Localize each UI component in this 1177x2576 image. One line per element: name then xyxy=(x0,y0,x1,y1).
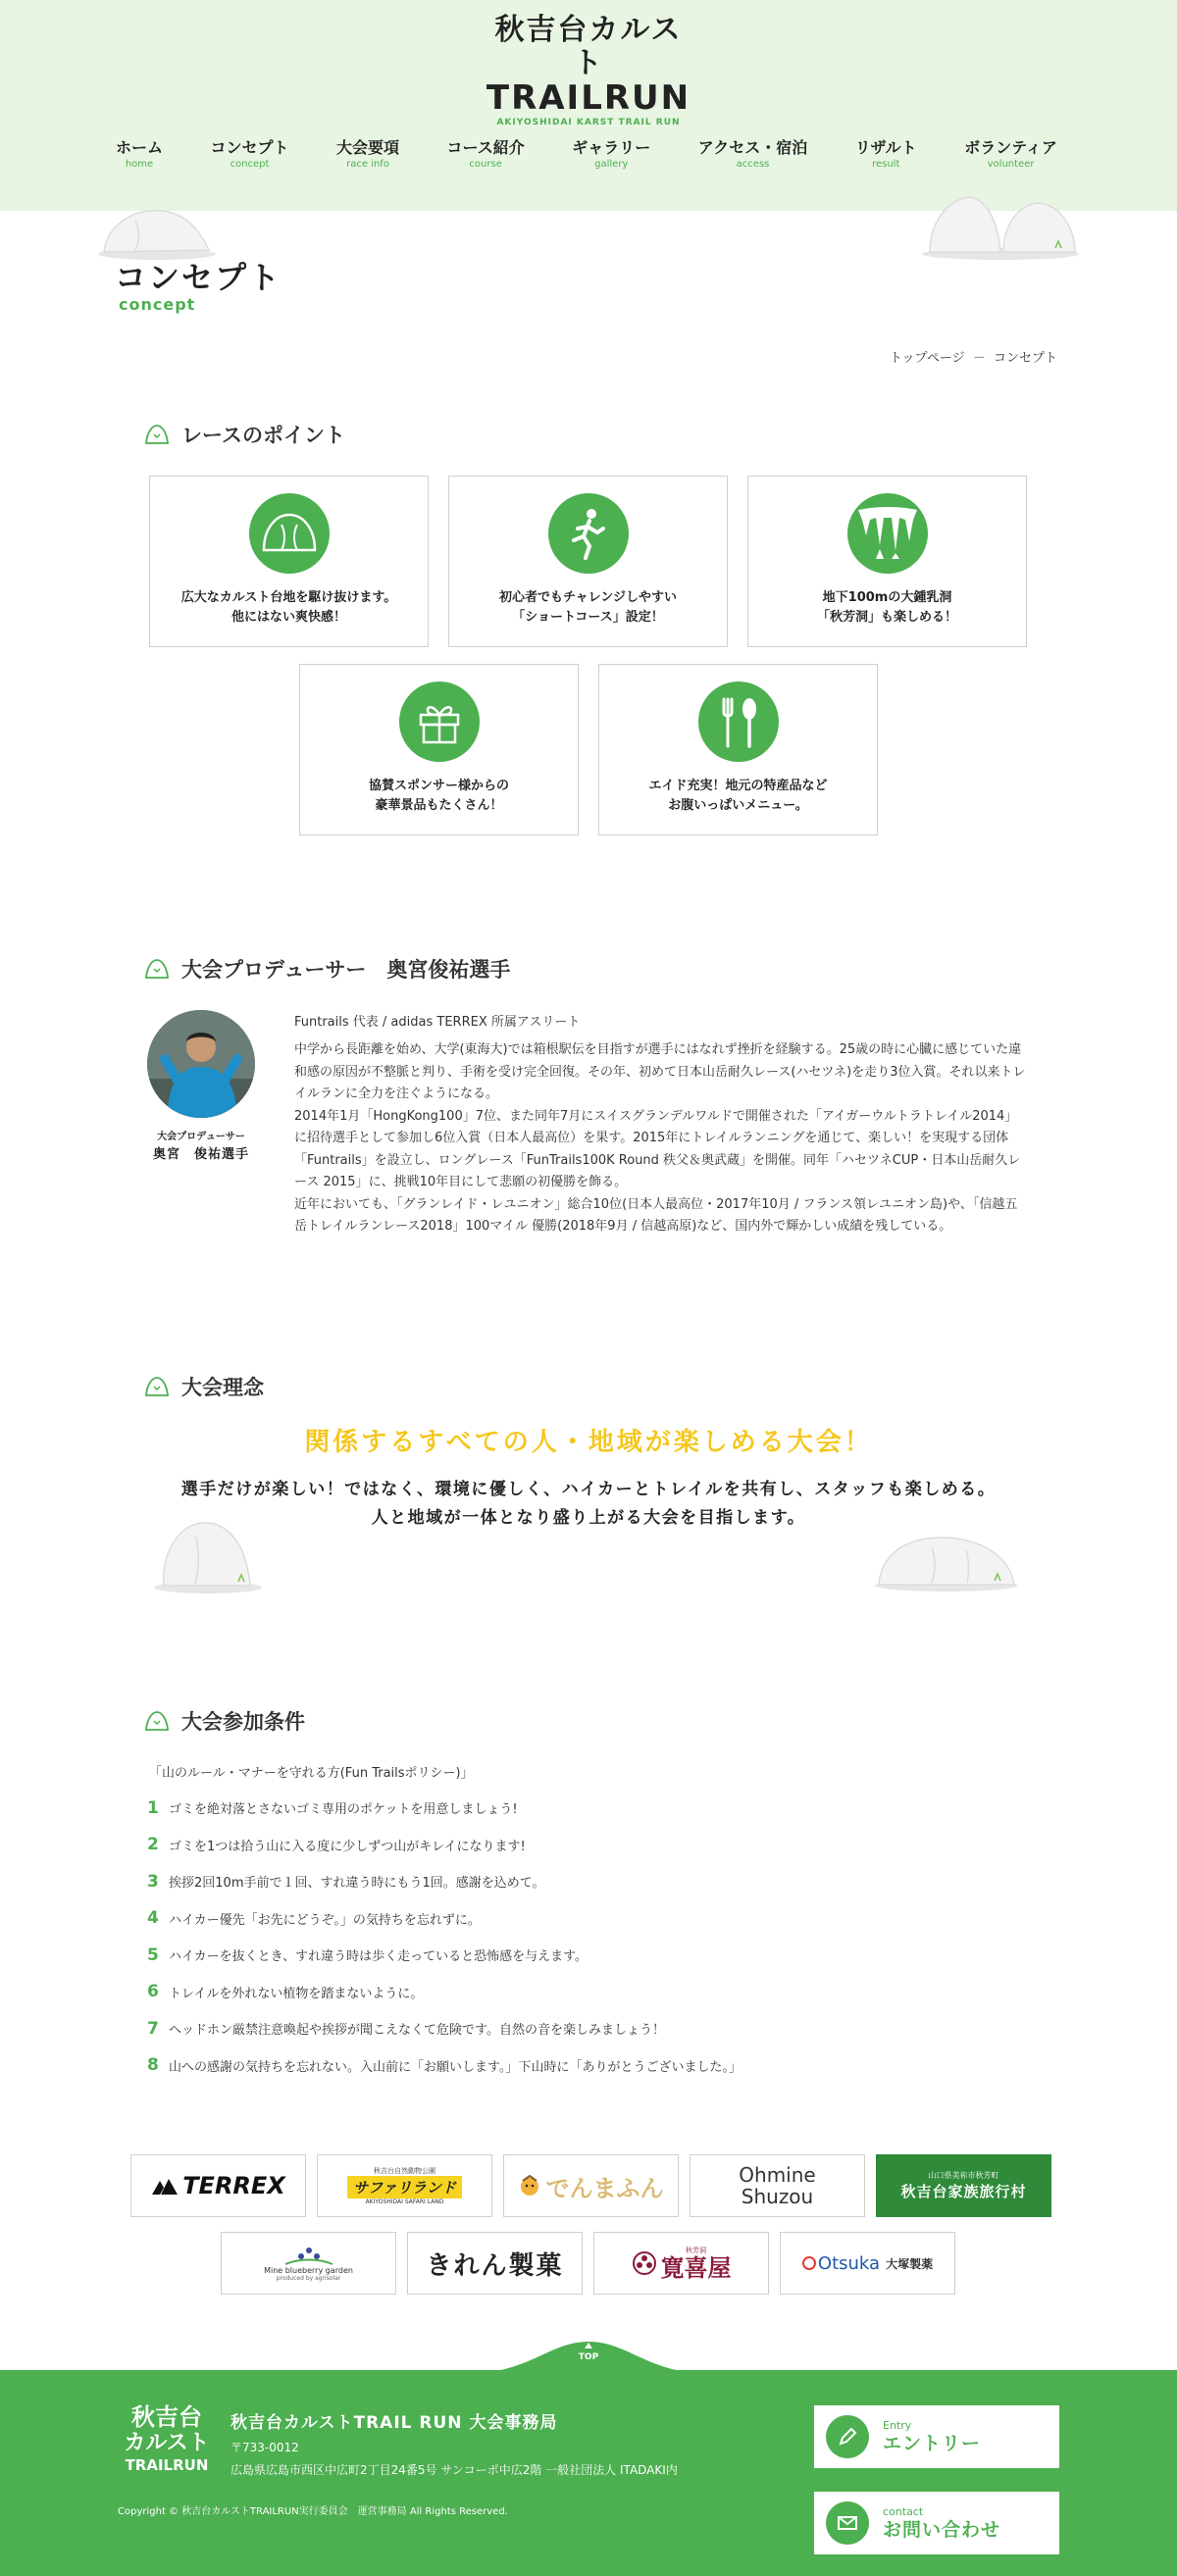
pencil-icon xyxy=(826,2415,869,2458)
list-item xyxy=(147,1827,1030,1864)
otsuka-mark-icon xyxy=(802,2254,816,2272)
runner-icon xyxy=(548,493,629,574)
producer-affiliation: Funtrails 代表 / adidas TERREX 所属アスリート xyxy=(294,1015,581,1030)
nav-label: アクセス・宿泊 xyxy=(697,138,808,157)
nav-label: ギャラリー xyxy=(572,138,651,157)
nav-item-race-info[interactable] xyxy=(336,138,399,177)
contact-button-en: contact xyxy=(883,2504,924,2518)
mountain-icon xyxy=(144,1709,170,1733)
producer-bio: 中学から長距離を始め、大学(東海大)では箱根駅伝を目指すが選手にはなれず挫折を経験する。25歳の時に心臓に感じていた違和感の原因が不整脈と判り、手術を受け完全回復。その年、初めて日本山岳耐久レース(ハセツネ)を走り3位入賞。それ以来トレイルランに全力を注ぐようになる。 2014年1月「HongKong100」7位、また同年7月にスイスグランデルワルドで開催された「アイガーウルトラトレイル2014」に招待選手として参加し6位入賞（日本人最高位）を果す。2015年にトレイルランニングを通じて、楽しい！を実現する団体「Funtrails」を設立し、ロングレース「FunTrails100K Round 秩父＆奥武蔵」を開催。同年「ハセツネCUP・日本山岳耐久レース 2015」に、挑戦10年目にして悲願の初優勝を飾る。 近年においても、「グランレイド・レユニオン」総合10位(日本人最高位・2017年10月 / フランス領レユニオン島)や、「信越五岳トレイルランレース2018」100マイル 優勝(2018年9月 / 信越高原)など、国内外で輝かしい成績を残している。 xyxy=(294,1042,1026,1234)
breadcrumb-home-link[interactable]: トップページ xyxy=(889,351,965,366)
item-number: 3 xyxy=(147,1871,159,1892)
mountain-icon xyxy=(144,423,170,446)
philosophy-title: 関係するすべての人・地域が楽しめる大会！ xyxy=(304,1428,873,1457)
point-text: エイド充実！地元の特産品など お腹いっぱいメニュー。 xyxy=(648,779,828,813)
list-item xyxy=(147,1974,1030,2011)
item-number: 6 xyxy=(147,1982,159,2002)
producer-name: 奥宮 俊祐選手 xyxy=(152,1147,249,1162)
back-to-top-button[interactable] xyxy=(549,2339,628,2372)
mountain-icon xyxy=(144,1375,170,1398)
nav-sublabel: course xyxy=(469,159,502,170)
point-card xyxy=(299,664,579,835)
sponsor-logo-ohmine[interactable] xyxy=(690,2154,865,2217)
point-text: 地下100mの大鍾乳洞 「秋芳洞」も楽しめる！ xyxy=(816,590,957,625)
point-text: 広大なカルスト台地を駆け抜けます。 他にはない爽快感！ xyxy=(180,590,397,625)
nav-label: リザルト xyxy=(854,138,917,157)
logo-title-en: TRAILRUN xyxy=(486,78,691,118)
nav-sublabel: gallery xyxy=(594,159,629,170)
philosophy-line: 選手だけが楽しい！ではなく、環境に優しく、ハイカーとトレイルを共有し、スタッフも楽しめる。 xyxy=(180,1480,997,1499)
producer-role: 大会プロデューサー xyxy=(157,1132,245,1142)
sponsor-sub-text: Shuzou xyxy=(741,2185,814,2208)
nav-item-result[interactable] xyxy=(855,138,917,177)
footer-logo-line: カルスト xyxy=(124,2431,210,2455)
contact-button[interactable] xyxy=(814,2492,1059,2554)
breadcrumb-current: コンセプト xyxy=(993,351,1057,366)
sponsor-logo-kankiya[interactable] xyxy=(593,2232,769,2295)
nav-sublabel: result xyxy=(872,159,900,170)
back-to-top-label: TOP xyxy=(578,2352,599,2362)
list-item xyxy=(147,2010,1030,2047)
sponsor-name: サファリランド xyxy=(347,2176,462,2198)
sponsor-sub-text: AKIYOSHIDAI SAFARI LAND xyxy=(365,2198,444,2205)
sponsor-name: Otsuka xyxy=(817,2252,881,2274)
item-text: ヘッドホン厳禁注意喚起や挨拶が聞こえなくて危険です。自然の音を楽しみましょう！ xyxy=(169,2023,665,2039)
breadcrumb-separator: － xyxy=(972,351,986,366)
item-text: ゴミを1つは拾う山に入る度に少しずつ山がキレイになります! xyxy=(169,1839,526,1854)
point-card xyxy=(149,476,429,647)
item-number: 8 xyxy=(147,2055,159,2076)
footer-copyright: Copyright © 秋吉台カルストTRAILRUN実行委員会 運営事務局 All Rights Reserved. xyxy=(118,2506,508,2517)
nav-item-volunteer[interactable] xyxy=(964,138,1057,177)
point-card xyxy=(598,664,878,835)
section-title: 大会参加条件 xyxy=(181,1710,305,1734)
point-card xyxy=(448,476,728,647)
entry-button[interactable] xyxy=(814,2405,1059,2468)
nav-sublabel: home xyxy=(125,159,154,170)
nav-sublabel: volunteer xyxy=(987,159,1035,170)
page-title: コンセプト xyxy=(115,259,282,296)
list-item xyxy=(147,1790,1030,1827)
item-number: 7 xyxy=(147,2018,159,2039)
point-text: 協賛スポンサー様からの 豪華景品もたくさん！ xyxy=(368,779,509,813)
section-title: レースのポイント xyxy=(181,424,345,447)
philosophy-line: 人と地域が一体となり盛り上がる大会を目指します。 xyxy=(371,1508,806,1528)
avatar xyxy=(147,1010,255,1118)
item-number: 1 xyxy=(147,1797,159,1818)
sponsor-name: でんまふん xyxy=(545,2174,664,2202)
sponsor-name: Ohmine xyxy=(739,2163,816,2187)
sponsor-name: Mine blueberry garden xyxy=(264,2266,353,2275)
nav-label: コンセプト xyxy=(210,138,289,157)
nav-label: コース紹介 xyxy=(446,138,525,157)
conditions-intro: 「山のルール・マナーを守れる方(Fun Trailsポリシー)」 xyxy=(149,1766,474,1781)
sponsor-sub-text: 大塚製薬 xyxy=(886,2256,934,2271)
mountain-icon xyxy=(144,957,170,981)
logo-title-ja: 秋吉台カルスト xyxy=(494,13,683,80)
sponsor-name: 寛喜屋 xyxy=(660,2254,732,2282)
nav-item-home[interactable] xyxy=(116,138,163,177)
sponsor-logo-terrex[interactable] xyxy=(130,2154,306,2217)
nav-label: ボランティア xyxy=(964,138,1057,157)
blueberry-icon xyxy=(280,2245,338,2266)
footer-logo-line: 秋吉台 xyxy=(131,2403,202,2431)
breadcrumb xyxy=(888,347,1059,366)
entry-button-label: エントリー xyxy=(883,2432,982,2454)
sponsor-sub-text: produced by agrisolar xyxy=(276,2275,341,2282)
sponsor-logo-family-village[interactable] xyxy=(876,2154,1051,2217)
karst-rock-illustration xyxy=(96,201,219,260)
karst-rock-illustration xyxy=(920,191,1082,260)
nav-label: 大会要項 xyxy=(336,138,400,157)
item-text: ゴミを絶対落とさないゴミ専用のポケットを用意しましょう! xyxy=(169,1802,518,1818)
footer-zip: 〒733-0012 xyxy=(230,2441,299,2454)
item-text: ハイカーを抜くとき、すれ違う時は歩く走っていると恐怖感を与えます。 xyxy=(169,1949,588,1965)
footer-logo[interactable] xyxy=(118,2403,216,2474)
site-logo[interactable] xyxy=(481,13,696,127)
karst-rock-icon xyxy=(249,493,330,574)
section-title: 大会プロデューサー 奥宮俊祐選手 xyxy=(181,958,511,982)
sponsor-name: TERREX xyxy=(182,2172,285,2199)
mail-icon xyxy=(826,2501,869,2545)
item-text: ハイカー優先「お先にどうぞ。」の気持ちを忘れずに。 xyxy=(169,1912,481,1928)
list-item xyxy=(147,1900,1030,1938)
footer-org-name: 秋吉台カルストTRAIL RUN 大会事務局 xyxy=(230,2413,558,2433)
stalactite-icon xyxy=(847,493,928,574)
item-number: 5 xyxy=(147,1945,159,1965)
section-heading-producer xyxy=(144,954,510,984)
chevron-up-icon xyxy=(585,2343,592,2349)
main-nav xyxy=(116,138,1057,177)
sponsor-logo-safariland[interactable] xyxy=(317,2154,492,2217)
sponsor-name: きれん製菓 xyxy=(426,2250,564,2281)
section-heading-philosophy xyxy=(144,1372,264,1401)
sponsor-name: 秋吉台家族旅行村 xyxy=(900,2183,1027,2200)
flower-crest-icon xyxy=(632,2250,657,2276)
nav-sublabel: concept xyxy=(230,159,270,170)
nav-item-course[interactable] xyxy=(447,138,525,177)
nav-sublabel: race info xyxy=(346,159,389,170)
karst-rock-illustration xyxy=(152,1515,265,1593)
section-title: 大会理念 xyxy=(181,1376,264,1399)
item-text: 山への感謝の気持ちを忘れない。入山前に「お願いします。」下山時に「ありがとうございました。」 xyxy=(169,2059,742,2075)
sponsor-logo-denmafun[interactable] xyxy=(503,2154,679,2217)
nav-sublabel: access xyxy=(736,159,770,170)
list-item xyxy=(147,1937,1030,1974)
list-item xyxy=(147,1863,1030,1900)
sponsor-top-text: 秋吉台自然動物公園 xyxy=(374,2167,435,2175)
section-heading-conditions xyxy=(144,1706,305,1736)
nav-item-access[interactable] xyxy=(698,138,808,177)
nav-item-concept[interactable] xyxy=(211,138,289,177)
entry-button-en: Entry xyxy=(883,2418,912,2432)
karst-rock-illustration xyxy=(873,1528,1020,1591)
conditions-list xyxy=(147,1790,1030,2084)
item-text: 挨拶2回10m手前で１回、すれ違う時にもう1回。感謝を込めて。 xyxy=(169,1876,545,1892)
sponsor-top-text: 秋芳洞 xyxy=(686,2247,706,2254)
gift-icon xyxy=(399,682,480,762)
sponsor-logo-otsuka[interactable] xyxy=(780,2232,955,2295)
item-number: 4 xyxy=(147,1908,159,1929)
sponsor-logo-kiren[interactable] xyxy=(407,2232,583,2295)
item-text: トレイルを外れない植物を踏まないように。 xyxy=(169,1986,424,2001)
section-heading-points xyxy=(144,420,345,449)
sponsor-logo-blueberry[interactable] xyxy=(221,2232,396,2295)
list-item xyxy=(147,2047,1030,2085)
contact-button-label: お問い合わせ xyxy=(883,2518,1001,2541)
footer-logo-line: TRAILRUN xyxy=(125,2456,209,2474)
footer-address: 広島県広島市西区中広町2丁目24番5号 サンコーポ中広2階 一般社団法人 ITADAKI内 xyxy=(230,2463,678,2477)
logo-subtitle: AKIYOSHIDAI KARST TRAIL RUN xyxy=(496,118,681,127)
page-title-en: concept xyxy=(119,295,196,314)
fork-spoon-icon xyxy=(698,682,779,762)
point-card xyxy=(747,476,1027,647)
mascot-icon xyxy=(519,2175,540,2197)
point-text: 初心者でもチャレンジしやすい 「ショートコース」設定！ xyxy=(499,590,677,625)
sponsor-top-text: 山口県美祢市秋芳町 xyxy=(928,2171,999,2180)
nav-label: ホーム xyxy=(116,138,164,157)
terrex-mark-icon xyxy=(151,2176,179,2196)
nav-item-gallery[interactable] xyxy=(572,138,650,177)
item-number: 2 xyxy=(147,1835,159,1855)
